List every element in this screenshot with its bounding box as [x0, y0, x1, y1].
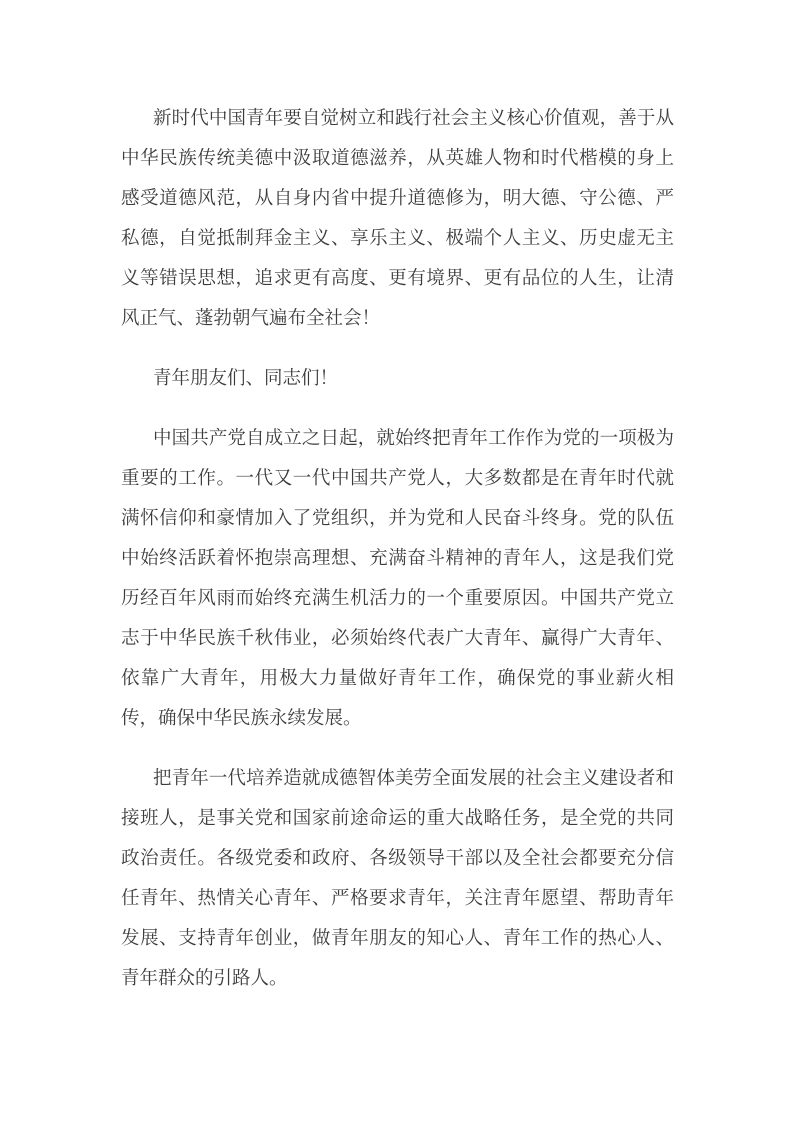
- document-body: [121, 99, 674, 999]
- paragraph-party-youth-work: 中国共产党自成立之日起，就始终把青年工作作为党的一项极为重要的工作。一代又一代中国共产党人，大多数都是在青年时代就满怀信仰和豪情加入了党组织，并为党和人民奋斗终身。党的队伍中始终活跃着怀抱崇高理想、充满奋斗精神的青年人，这是我们党历经百年风雨而始终充满生机活力的一个重要原因。中国共产党立志于中华民族千秋伟业，必须始终代表广大青年、赢得广大青年、依靠广大青年，用极大力量做好青年工作，确保党的事业薪火相传，确保中华民族永续发展。: [121, 429, 674, 729]
- paragraph-greeting: 青年朋友们、同志们！: [153, 369, 339, 389]
- paragraph-values: 新时代中国青年要自觉树立和践行社会主义核心价值观，善于从中华民族传统美德中汲取道德滋养，从英雄人物和时代楷模的身上感受道德风范，从自身内省中提升道德修为，明大德、守公德、严私德，自觉抵制拜金主义、享乐主义、极端个人主义、历史虚无主义等错误思想，追求更有高度、更有境界、更有品位的人生，让清风正气、蓬勃朝气遍布全社会！: [121, 109, 674, 329]
- paragraph-cultivation-task: 把青年一代培养造就成德智体美劳全面发展的社会主义建设者和接班人，是事关党和国家前途命运的重大战略任务，是全党的共同政治责任。各级党委和政府、各级领导干部以及全社会都要充分信任青年、热情关心青年、严格要求青年，关注青年愿望、帮助青年发展、支持青年创业，做青年朋友的知心人、青年工作的热心人、青年群众的引路人。: [121, 769, 674, 989]
